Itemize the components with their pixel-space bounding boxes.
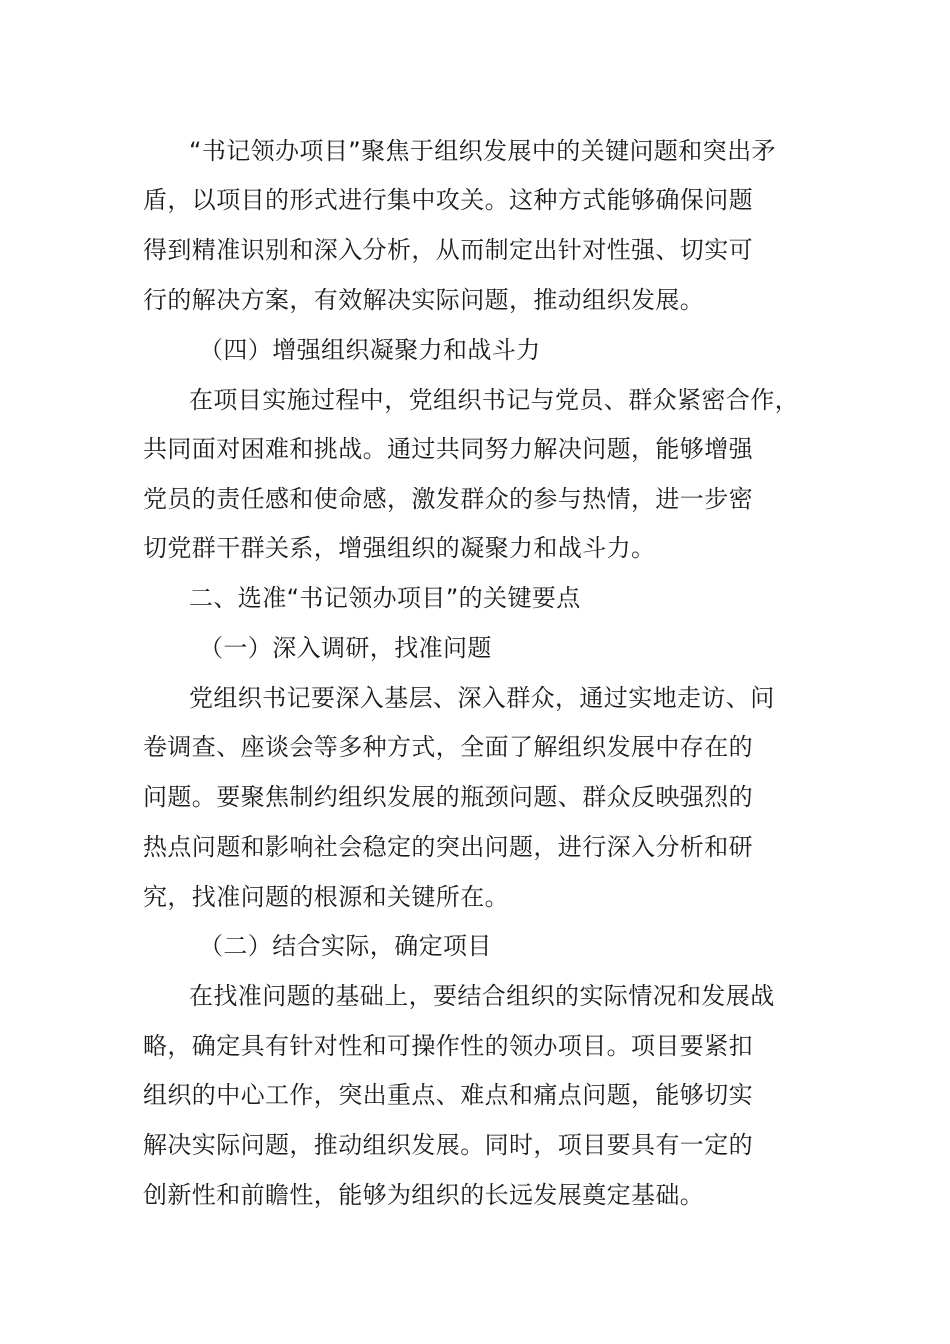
section-heading: （四）增强组织凝聚力和战斗力 [199, 336, 541, 364]
paragraph-line: 解决实际问题，推动组织发展。同时，项目要具有一定的 [143, 1131, 753, 1159]
paragraph-line: “书记领办项目”聚焦于组织发展中的关键问题和突出矛 [189, 137, 776, 165]
paragraph-line: 行的解决方案，有效解决实际问题，推动组织发展。 [143, 286, 705, 314]
section-heading: （一）深入调研，找准问题 [199, 634, 492, 662]
paragraph-line: 卷调查、座谈会等多种方式，全面了解组织发展中存在的 [143, 733, 753, 761]
chapter-heading: 二、选准“书记领办项目”的关键要点 [189, 584, 581, 612]
paragraph-line: 盾，以项目的形式进行集中攻关。这种方式能够确保问题 [143, 186, 753, 214]
paragraph-line: 略，确定具有针对性和可操作性的领办项目。项目要紧扣 [143, 1032, 753, 1060]
paragraph-line: 共同面对困难和挑战。通过共同努力解决问题，能够增强 [143, 435, 753, 463]
paragraph-line: 在找准问题的基础上，要结合组织的实际情况和发展战 [189, 982, 775, 1010]
paragraph-line: 组织的中心工作，突出重点、难点和痛点问题，能够切实 [143, 1081, 753, 1109]
paragraph-line: 得到精准识别和深入分析，从而制定出针对性强、切实可 [143, 236, 753, 264]
paragraph-line: 热点问题和影响社会稳定的突出问题，进行深入分析和研 [143, 833, 753, 861]
paragraph-line: 问题。要聚焦制约组织发展的瓶颈问题、群众反映强烈的 [143, 783, 753, 811]
paragraph-line: 切党群干群关系，增强组织的凝聚力和战斗力。 [143, 534, 656, 562]
paragraph-line: 党员的责任感和使命感，激发群众的参与热情，进一步密 [143, 485, 753, 513]
paragraph-line: 创新性和前瞻性，能够为组织的长远发展奠定基础。 [143, 1181, 705, 1209]
paragraph-line: 究，找准问题的根源和关键所在。 [143, 883, 509, 911]
section-heading: （二）结合实际，确定项目 [199, 932, 492, 960]
paragraph-line: 在项目实施过程中，党组织书记与党员、群众紧密合作， [189, 386, 799, 414]
paragraph-line: 党组织书记要深入基层、深入群众，通过实地走访、问 [189, 684, 775, 712]
